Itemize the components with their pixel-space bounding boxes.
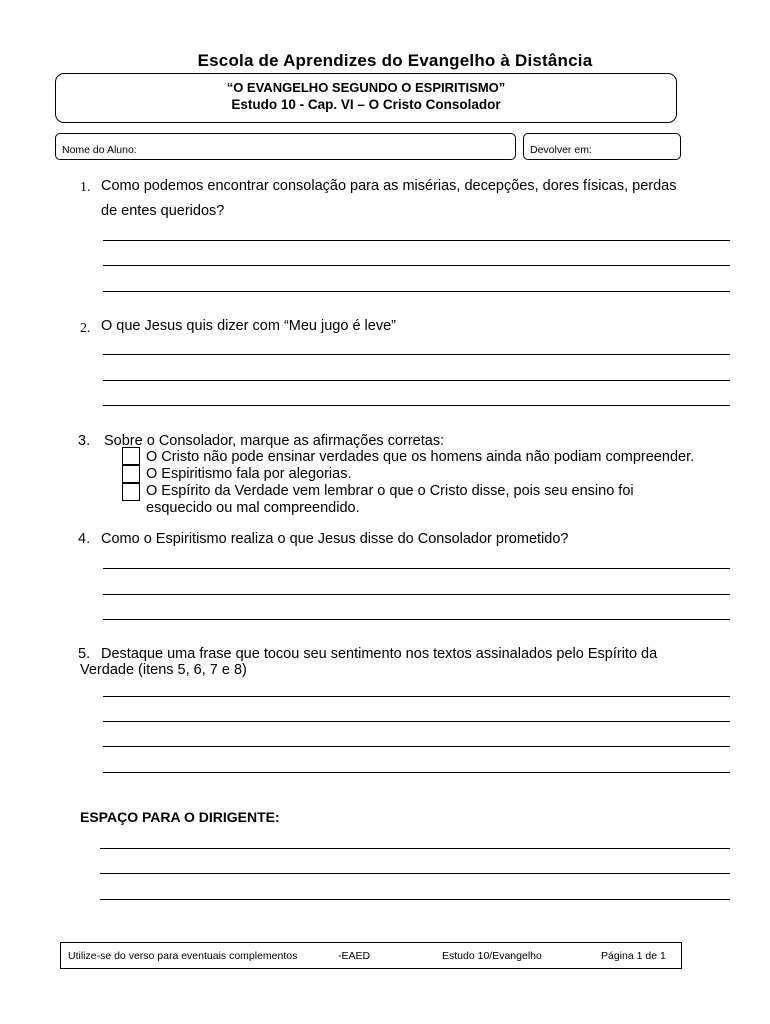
question-text: Como o Espiritismo realiza o que Jesus disse do Consolador prometido? (101, 531, 569, 547)
option-text: O Espírito da Verdade vem lembrar o que o Cristo disse, pois seu ensino foi (146, 483, 634, 499)
leader-section-heading: ESPAÇO PARA O DIRIGENTE: (80, 809, 280, 825)
question-number: 1. (80, 180, 91, 195)
question-text: O que Jesus quis dizer com “Meu jugo é leve” (101, 318, 396, 334)
leader-line[interactable] (100, 848, 730, 849)
answer-line[interactable] (103, 746, 730, 747)
answer-line[interactable] (103, 354, 730, 355)
option-checkbox[interactable] (122, 465, 140, 483)
footer-study: Estudo 10/Evangelho (442, 950, 542, 962)
answer-line[interactable] (103, 772, 730, 773)
option-text: esquecido ou mal compreendido. (146, 500, 360, 516)
leader-line[interactable] (100, 873, 730, 874)
study-title: Estudo 10 - Cap. VI – O Cristo Consolador (231, 97, 501, 112)
answer-line[interactable] (103, 568, 730, 569)
question-number: 3. (78, 433, 91, 449)
student-name-label: Nome do Aluno: (62, 144, 137, 156)
footer-org: -EAED (338, 950, 371, 962)
question-text: de entes queridos? (101, 203, 225, 219)
answer-line[interactable] (103, 721, 730, 722)
answer-line[interactable] (103, 619, 730, 620)
question-text: Sobre o Consolador, marque as afirmações corretas: (104, 433, 445, 449)
question-number: 4. (78, 531, 91, 547)
answer-line[interactable] (103, 696, 730, 697)
book-title: “O EVANGELHO SEGUNDO O ESPIRITISMO” (226, 80, 506, 95)
page-title: Escola de Aprendizes do Evangelho à Distância (197, 51, 593, 70)
answer-line[interactable] (103, 240, 730, 241)
footer-note: Utilize-se do verso para eventuais complementos (68, 950, 298, 962)
question-text: Verdade (itens 5, 6, 7 e 8) (80, 662, 247, 678)
option-checkbox[interactable] (122, 447, 140, 465)
answer-line[interactable] (103, 265, 730, 266)
option-text: O Espiritismo fala por alegorias. (146, 466, 352, 482)
footer-page: Página 1 de 1 (601, 950, 666, 962)
question-text: Como podemos encontrar consolação para as misérias, decepções, dores físicas, perdas (101, 178, 677, 194)
return-date-label: Devolver em: (530, 144, 592, 156)
answer-line[interactable] (103, 594, 730, 595)
answer-line[interactable] (103, 405, 730, 406)
option-checkbox[interactable] (122, 483, 140, 501)
option-text: O Cristo não pode ensinar verdades que os homens ainda não podiam compreender. (146, 449, 695, 465)
leader-line[interactable] (100, 899, 730, 900)
question-number: 5. (78, 646, 91, 662)
question-text: Destaque uma frase que tocou seu sentimento nos textos assinalados pelo Espírito da (101, 646, 658, 662)
answer-line[interactable] (103, 380, 730, 381)
question-number: 2. (80, 321, 91, 336)
answer-line[interactable] (103, 291, 730, 292)
